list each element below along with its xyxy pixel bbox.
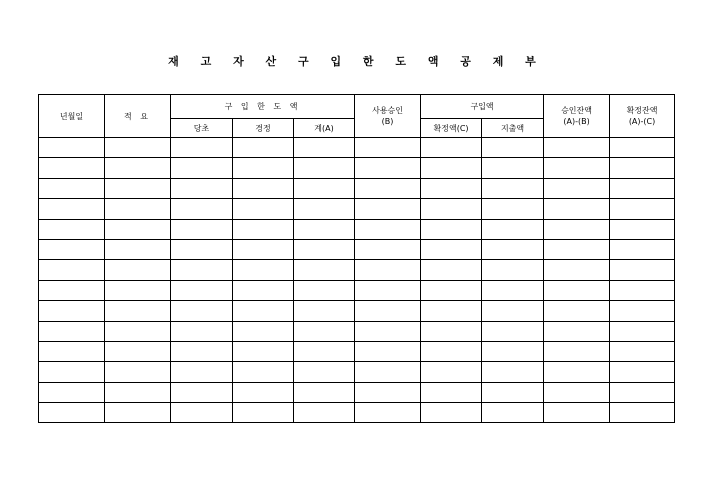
- table-cell[interactable]: [544, 138, 610, 158]
- table-cell[interactable]: [421, 178, 482, 198]
- table-cell[interactable]: [544, 219, 610, 239]
- table-cell[interactable]: [482, 321, 544, 341]
- table-cell[interactable]: [421, 239, 482, 259]
- table-cell[interactable]: [610, 219, 675, 239]
- table-cell[interactable]: [105, 301, 171, 321]
- table-cell[interactable]: [233, 158, 294, 178]
- table-cell[interactable]: [610, 362, 675, 382]
- table-row: [39, 158, 675, 178]
- table-cell[interactable]: [39, 178, 105, 198]
- table-row: [39, 301, 675, 321]
- table-cell[interactable]: [355, 280, 421, 300]
- table-cell[interactable]: [294, 239, 355, 259]
- table-cell[interactable]: [233, 321, 294, 341]
- table-cell[interactable]: [610, 178, 675, 198]
- table-cell[interactable]: [421, 199, 482, 219]
- table-cell[interactable]: [421, 138, 482, 158]
- table-cell[interactable]: [421, 219, 482, 239]
- table-cell[interactable]: [294, 362, 355, 382]
- table-cell[interactable]: [544, 178, 610, 198]
- header-limit-total: 계(A): [294, 119, 355, 138]
- table-cell[interactable]: [544, 362, 610, 382]
- header-limit-change: 경정: [233, 119, 294, 138]
- table-cell[interactable]: [39, 158, 105, 178]
- table-cell[interactable]: [610, 138, 675, 158]
- table-cell[interactable]: [105, 199, 171, 219]
- table-cell[interactable]: [355, 362, 421, 382]
- table-cell[interactable]: [355, 301, 421, 321]
- table-cell[interactable]: [294, 280, 355, 300]
- table-cell[interactable]: [39, 321, 105, 341]
- header-limit-initial: 당초: [171, 119, 233, 138]
- table-cell[interactable]: [355, 403, 421, 423]
- table-cell[interactable]: [233, 301, 294, 321]
- header-summary: 적 요: [105, 95, 171, 138]
- page-title: 재 고 자 산 구 입 한 도 액 공 제 부: [168, 55, 545, 68]
- table-cell[interactable]: [421, 260, 482, 280]
- table-cell[interactable]: [421, 321, 482, 341]
- table-cell[interactable]: [105, 260, 171, 280]
- table-cell[interactable]: [544, 403, 610, 423]
- table-cell[interactable]: [355, 178, 421, 198]
- table-cell[interactable]: [294, 219, 355, 239]
- table-cell[interactable]: [544, 280, 610, 300]
- header-purchase-amount: 구입액: [421, 95, 544, 119]
- table-cell[interactable]: [105, 138, 171, 158]
- table-cell[interactable]: [610, 260, 675, 280]
- table-cell[interactable]: [544, 341, 610, 361]
- table-cell[interactable]: [482, 280, 544, 300]
- table-cell[interactable]: [171, 382, 233, 402]
- table-cell[interactable]: [294, 301, 355, 321]
- table-row: [39, 138, 675, 158]
- table-cell[interactable]: [482, 301, 544, 321]
- table-cell[interactable]: [105, 382, 171, 402]
- table-cell[interactable]: [39, 362, 105, 382]
- header-confirmed-amount: 확정액(C): [421, 119, 482, 138]
- table-cell[interactable]: [355, 382, 421, 402]
- table-cell[interactable]: [105, 158, 171, 178]
- table-cell[interactable]: [233, 219, 294, 239]
- table-cell[interactable]: [294, 158, 355, 178]
- table-cell[interactable]: [610, 321, 675, 341]
- table-cell[interactable]: [294, 321, 355, 341]
- table-cell[interactable]: [355, 239, 421, 259]
- table-cell[interactable]: [171, 403, 233, 423]
- table-cell[interactable]: [105, 403, 171, 423]
- table-row: [39, 219, 675, 239]
- table-cell[interactable]: [355, 158, 421, 178]
- table-cell[interactable]: [482, 362, 544, 382]
- table-cell[interactable]: [610, 403, 675, 423]
- table-cell[interactable]: [610, 239, 675, 259]
- table-cell[interactable]: [482, 341, 544, 361]
- table-cell[interactable]: [105, 362, 171, 382]
- header-date: 년월일: [39, 95, 105, 138]
- table-cell[interactable]: [171, 138, 233, 158]
- table-cell[interactable]: [544, 321, 610, 341]
- table-cell[interactable]: [294, 199, 355, 219]
- table-cell[interactable]: [233, 403, 294, 423]
- table-cell[interactable]: [171, 260, 233, 280]
- table-cell[interactable]: [39, 301, 105, 321]
- table-cell[interactable]: [421, 301, 482, 321]
- table-cell[interactable]: [421, 158, 482, 178]
- table-cell[interactable]: [171, 219, 233, 239]
- table-cell[interactable]: [233, 341, 294, 361]
- header-approved-balance: [544, 95, 610, 138]
- header-approved-use: [355, 95, 421, 138]
- table-cell[interactable]: [171, 301, 233, 321]
- table-row: [39, 260, 675, 280]
- table-cell[interactable]: [544, 301, 610, 321]
- table-cell[interactable]: [482, 178, 544, 198]
- ledger-body: [39, 138, 675, 423]
- table-cell[interactable]: [355, 199, 421, 219]
- table-cell[interactable]: [544, 260, 610, 280]
- table-cell[interactable]: [233, 239, 294, 259]
- table-cell[interactable]: [482, 158, 544, 178]
- table-cell[interactable]: [610, 341, 675, 361]
- table-cell[interactable]: [171, 321, 233, 341]
- table-cell[interactable]: [105, 280, 171, 300]
- table-cell[interactable]: [421, 341, 482, 361]
- table-cell[interactable]: [421, 382, 482, 402]
- table-cell[interactable]: [294, 341, 355, 361]
- table-cell[interactable]: [233, 280, 294, 300]
- table-cell[interactable]: [294, 403, 355, 423]
- table-cell[interactable]: [294, 138, 355, 158]
- table-row: [39, 362, 675, 382]
- table-cell[interactable]: [610, 382, 675, 402]
- table-cell[interactable]: [39, 382, 105, 402]
- table-cell[interactable]: [544, 382, 610, 402]
- table-cell[interactable]: [421, 280, 482, 300]
- table-cell[interactable]: [482, 382, 544, 402]
- header-approved-use-line2: (B): [381, 117, 394, 126]
- table-cell[interactable]: [171, 199, 233, 219]
- table-cell[interactable]: [171, 239, 233, 259]
- table-cell[interactable]: [233, 382, 294, 402]
- table-cell[interactable]: [482, 138, 544, 158]
- table-cell[interactable]: [610, 280, 675, 300]
- table-cell[interactable]: [233, 199, 294, 219]
- table-cell[interactable]: [39, 219, 105, 239]
- table-cell[interactable]: [171, 178, 233, 198]
- table-cell[interactable]: [482, 239, 544, 259]
- table-cell[interactable]: [482, 403, 544, 423]
- header-approved-balance-line2: (A)-(B): [563, 117, 590, 126]
- table-row: [39, 403, 675, 423]
- table-cell[interactable]: [39, 260, 105, 280]
- table-cell[interactable]: [233, 178, 294, 198]
- header-expenditure: 지출액: [482, 119, 544, 138]
- table-row: [39, 341, 675, 361]
- table-cell[interactable]: [105, 178, 171, 198]
- table-cell[interactable]: [105, 321, 171, 341]
- header-confirmed-balance: [610, 95, 675, 138]
- table-cell[interactable]: [171, 158, 233, 178]
- table-cell[interactable]: [294, 178, 355, 198]
- header-purchase-limit: 구 입 한 도 액: [171, 95, 355, 119]
- table-cell[interactable]: [610, 301, 675, 321]
- table-cell[interactable]: [294, 260, 355, 280]
- table-cell[interactable]: [171, 280, 233, 300]
- header-approved-use-line1: 사용승인: [372, 106, 403, 115]
- table-cell[interactable]: [544, 158, 610, 178]
- table-cell[interactable]: [171, 362, 233, 382]
- table-cell[interactable]: [355, 138, 421, 158]
- table-cell[interactable]: [482, 199, 544, 219]
- header-confirmed-balance-line2: (A)-(C): [628, 117, 656, 126]
- table-cell[interactable]: [610, 158, 675, 178]
- ledger-table: [38, 94, 675, 423]
- table-cell[interactable]: [421, 362, 482, 382]
- table-row: [39, 382, 675, 402]
- table-cell[interactable]: [544, 239, 610, 259]
- table-cell[interactable]: [610, 199, 675, 219]
- table-cell[interactable]: [39, 199, 105, 219]
- table-cell[interactable]: [39, 341, 105, 361]
- table-cell[interactable]: [544, 199, 610, 219]
- table-row: [39, 199, 675, 219]
- table-cell[interactable]: [105, 341, 171, 361]
- table-cell[interactable]: [105, 219, 171, 239]
- table-cell[interactable]: [39, 280, 105, 300]
- table-row: [39, 280, 675, 300]
- table-cell[interactable]: [355, 260, 421, 280]
- table-cell[interactable]: [233, 260, 294, 280]
- table-row: [39, 321, 675, 341]
- table-cell[interactable]: [105, 239, 171, 259]
- table-cell[interactable]: [482, 219, 544, 239]
- table-row: [39, 178, 675, 198]
- table-cell[interactable]: [294, 382, 355, 402]
- header-confirmed-balance-line1: 확정잔액: [626, 106, 658, 115]
- table-cell[interactable]: [355, 219, 421, 239]
- table-cell[interactable]: [421, 403, 482, 423]
- table-row: [39, 239, 675, 259]
- table-cell[interactable]: [39, 138, 105, 158]
- table-cell[interactable]: [355, 341, 421, 361]
- table-cell[interactable]: [39, 403, 105, 423]
- table-cell[interactable]: [233, 362, 294, 382]
- table-cell[interactable]: [482, 260, 544, 280]
- header-approved-balance-line1: 승인잔액: [561, 106, 592, 115]
- table-cell[interactable]: [355, 321, 421, 341]
- table-cell[interactable]: [233, 138, 294, 158]
- table-cell[interactable]: [39, 239, 105, 259]
- table-cell[interactable]: [171, 341, 233, 361]
